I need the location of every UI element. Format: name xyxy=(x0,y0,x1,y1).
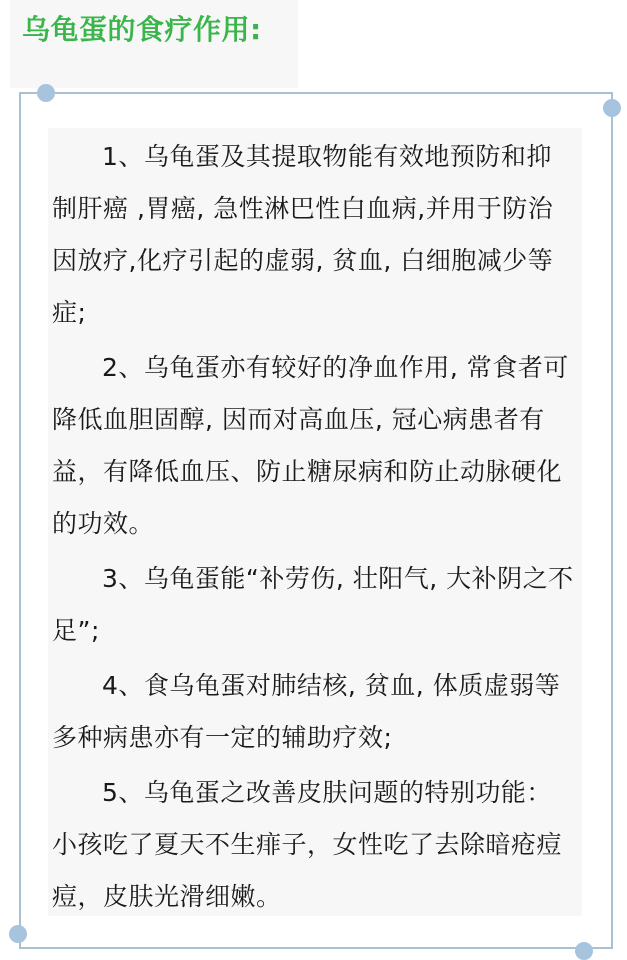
list-item: 3、乌龟蛋能“补劳伤, 壮阳气, 大补阴之不足”; xyxy=(52,564,574,645)
list-item: 2、乌龟蛋亦有较好的净血作用, 常食者可降低血胆固醇, 因而对高血压, 冠心病患者有益，有降低血压、防止糖尿病和防止动脉硬化的功效。 xyxy=(52,353,569,538)
frame-corner-dot-bottom-right xyxy=(575,942,593,960)
content-box xyxy=(48,128,582,916)
list-item: 4、食乌龟蛋对肺结核, 贫血, 体质虚弱等多种病患亦有一定的辅助疗效; xyxy=(52,671,561,752)
frame-corner-dot-top-right xyxy=(603,99,621,117)
title-band xyxy=(10,0,298,88)
page-title: 乌龟蛋的食疗作用: xyxy=(22,13,262,46)
list-item: 5、乌龟蛋之改善皮肤问题的特别功能：小孩吃了夏天不生痱子，女性吃了去除暗疮痘痘，皮肤光滑细嫩。 xyxy=(52,778,563,911)
frame-corner-dot-bottom-left xyxy=(9,925,27,943)
list-item: 1、乌龟蛋及其提取物能有效地预防和抑制肝癌 ,胃癌, 急性淋巴性白血病,并用于防治因放疗,化疗引起的虚弱, 贫血, 白细胞减少等症; xyxy=(52,142,554,327)
frame-corner-dot-top-left xyxy=(37,84,55,102)
